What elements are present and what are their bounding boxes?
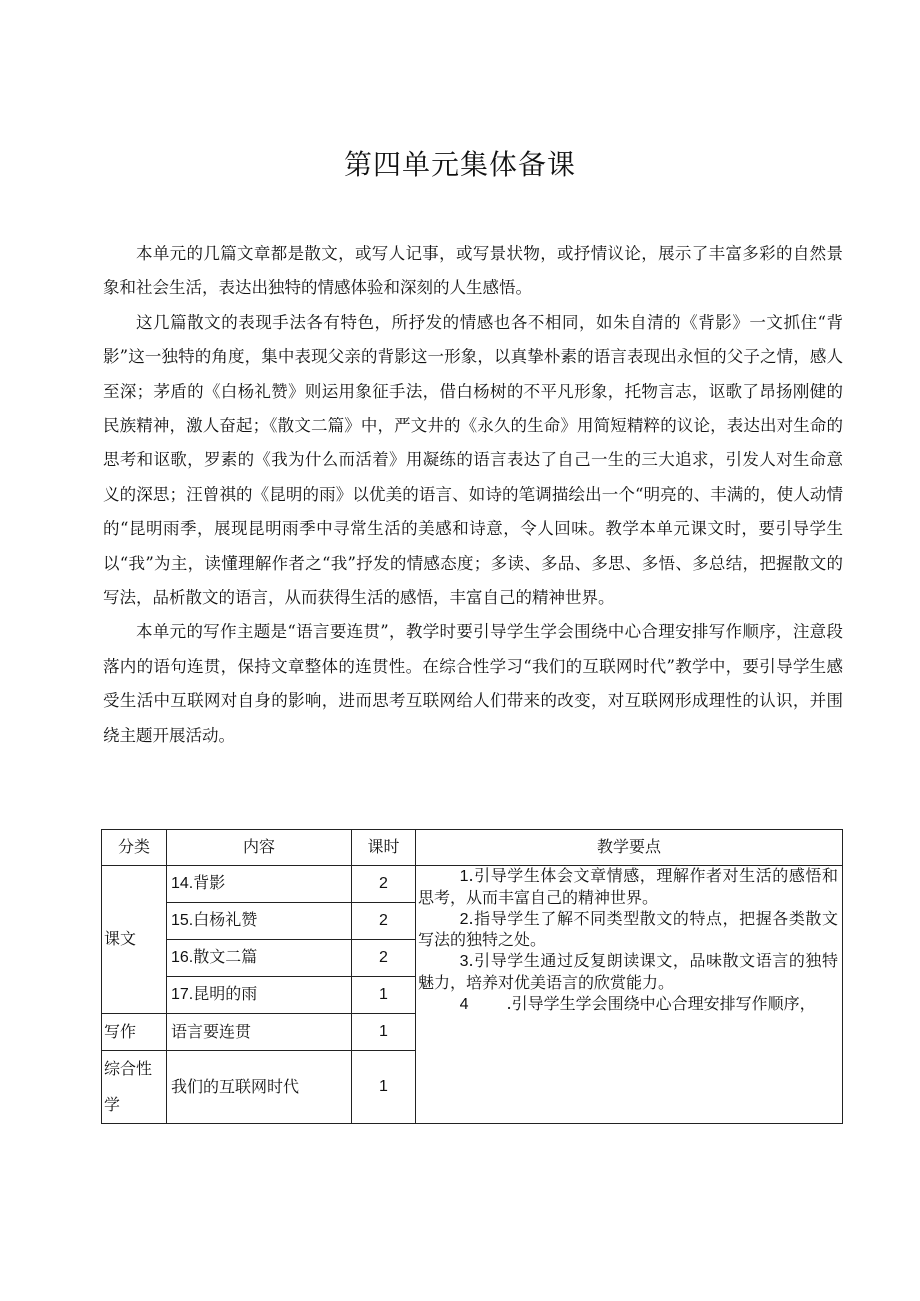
teaching-point: 1.引导学生体会文章情感，理解作者对生活的感悟和思考，从而丰富自己的精神世界。 (418, 866, 838, 907)
teaching-point: 2.指导学生了解不同类型散文的特点，把握各类散文写法的独特之处。 (418, 908, 838, 950)
hours-cell: 2 (352, 940, 416, 977)
teaching-points-cell (416, 866, 843, 1124)
paragraph: 本单元的写作主题是“语言要连贯”，教学时要引导学生学会围绕中心合理安排写作顺序，注意段落内的语句连贯，保持文章整体的连贯性。在综合性学习“我们的互联网时代”教学中，要引导学生感受生活中互联网对自身的影响，进而思考互联网给人们带来的改变，对互联网形成理性的认识，并围绕主题开展活动。 (103, 622, 843, 745)
lesson-cell: 16.散文二篇 (167, 940, 352, 977)
intro-text (103, 237, 843, 753)
lesson-title: 背影 (193, 873, 226, 893)
hours-cell: 2 (352, 903, 416, 940)
lesson-cell: 我们的互联网时代 (167, 1051, 352, 1124)
lesson-number: 14. (171, 875, 194, 893)
hours-cell: 2 (352, 866, 416, 903)
hours-cell: 1 (352, 1051, 416, 1124)
paragraph: 本单元的几篇文章都是散文，或写人记事，或写景状物，或抒情议论，展示了丰富多彩的自然景象和社会生活，表达出独特的情感体验和深刻的人生感悟。 (103, 244, 843, 298)
header-category: 分类 (102, 830, 167, 866)
page-title: 第四单元集体备课 (343, 148, 576, 181)
hours-cell: 1 (352, 1014, 416, 1051)
category-cell: 写作 (102, 1014, 167, 1051)
teaching-point: 4 .引导学生学会围绕中心合理安排写作顺序， (459, 993, 816, 1013)
lesson-cell (167, 866, 352, 903)
header-teaching-points: 教学要点 (416, 830, 843, 866)
teaching-point: 3.引导学生通过反复朗读课文，品味散文语言的独特魅力，培养对优美语言的欣赏能力。 (418, 951, 838, 992)
lesson-cell: 17.昆明的雨 (167, 977, 352, 1014)
table-header-row (102, 830, 843, 866)
lesson-plan-table (101, 829, 843, 1124)
hours-cell: 1 (352, 977, 416, 1014)
paragraph: 这几篇散文的表现手法各有特色，所抒发的情感也各不相同，如朱自清的《背影》一文抓住“背影”这一独特的角度，集中表现父亲的背影这一形象，以真挚朴素的语言表现出永恒的父子之情，感人至深；茅盾的《白杨礼赞》则运用象征手法，借白杨树的不平凡形象，托物言志，讴歌了昂扬刚健的民族精神，激人奋起；《散文二篇》中，严文井的《永久的生命》用简短精粹的议论，表达出对生命的思考和讴歌，罗素的《我为什么而活着》用凝练的语言表达了自己一生的三大追求，引发人对生命意义的深思；汪曾祺的《昆明的雨》以优美的语言、如诗的笔调描绘出一个“明亮的、丰满的，使人动情的“昆明雨季，展现昆明雨季中寻常生活的美感和诗意，令人回味。教学本单元课文时，要引导学生以“我”为主，读懂理解作者之“我”抒发的情感态度；多读、多品、多思、多悟、多总结，把握散文的写法，品析散文的语言，从而获得生活的感悟，丰富自己的精神世界。 (103, 312, 843, 608)
header-content: 内容 (167, 830, 352, 866)
lesson-cell: 语言要连贯 (167, 1014, 352, 1051)
lesson-cell: 15.白杨礼赞 (167, 903, 352, 940)
category-cell: 课文 (102, 866, 167, 1014)
category-cell: 综合性学 (102, 1051, 167, 1124)
header-hours: 课时 (352, 830, 416, 866)
table-row (102, 866, 843, 903)
